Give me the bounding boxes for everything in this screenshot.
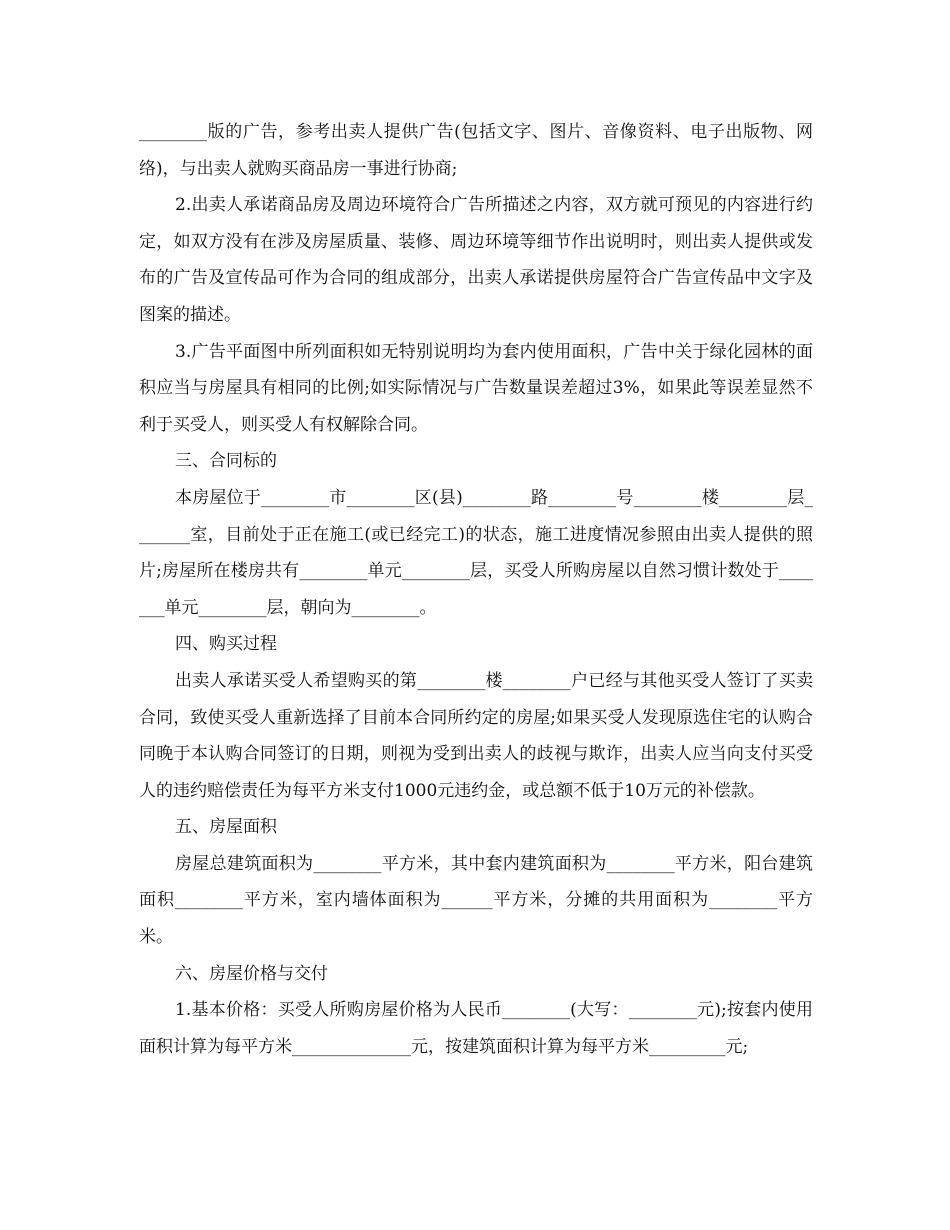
paragraph-property-location: 本房屋位于________市________区(县)________路________号________楼________层_______室，目前处于正在施工(或已经完工)的状态，施工进度情况参照由出卖人提供的照片;房屋所在楼房共有________单元________层，买受人所购房屋以自然习惯计数处于_______单元________层，朝向为________。 [139,487,813,618]
paragraph-property-area: 房屋总建筑面积为________平方米，其中套内建筑面积为________平方米，阳台建筑面积________平方米，室内墙体面积为______平方米，分摊的共用面积为________平方米。 [139,853,813,948]
section-heading-purchase-process: 四、购买过程 [175,634,277,655]
paragraph-advertisement-continuation: ________版的广告，参考出卖人提供广告(包括文字、图片、音像资料、电子出版物、网络)，与出卖人就购买商品房一事进行协商; [139,122,813,179]
section-heading-contract-subject: 三、合同标的 [175,451,277,472]
section-heading-price-delivery: 六、房屋价格与交付 [175,963,328,984]
paragraph-clause-3: 3.广告平面图中所列面积如无特别说明均为套内使用面积，广告中关于绿化园林的面积应当与房屋具有相同的比例;如实际情况与广告数量误差超过3%，如果此等误差显然不利于买受人，则买受人有权解除合同。 [139,341,813,435]
section-heading-property-area: 五、房屋面积 [175,817,277,838]
paragraph-clause-2: 2.出卖人承诺商品房及周边环境符合广告所描述之内容，双方就可预见的内容进行约定，如双方没有在涉及房屋质量、装修、周边环境等细节作出说明时，则出卖人提供或发布的广告及宣传品可作为合同的组成部分，出卖人承诺提供房屋符合广告宣传品中文字及图案的描述。 [139,195,813,325]
document-page [139,114,813,1065]
paragraph-purchase-process: 出卖人承诺买受人希望购买的第________楼________户已经与其他买受人签订了买卖合同，致使买受人重新选择了目前本合同所约定的房屋;如果买受人发现原选住宅的认购合同晚于本认购合同签订的日期，则视为受到出卖人的歧视与欺诈，出卖人应当向支付买受人的违约赔偿责任为每平方米支付1000元违约金，或总额不低于10万元的补偿款。 [139,670,813,801]
paragraph-base-price: 1.基本价格：买受人所购房屋价格为人民币________(大写：________元);按套内使用面积计算为每平方米______________元，按建筑面积计算为每平方米_________元; [139,1000,813,1057]
